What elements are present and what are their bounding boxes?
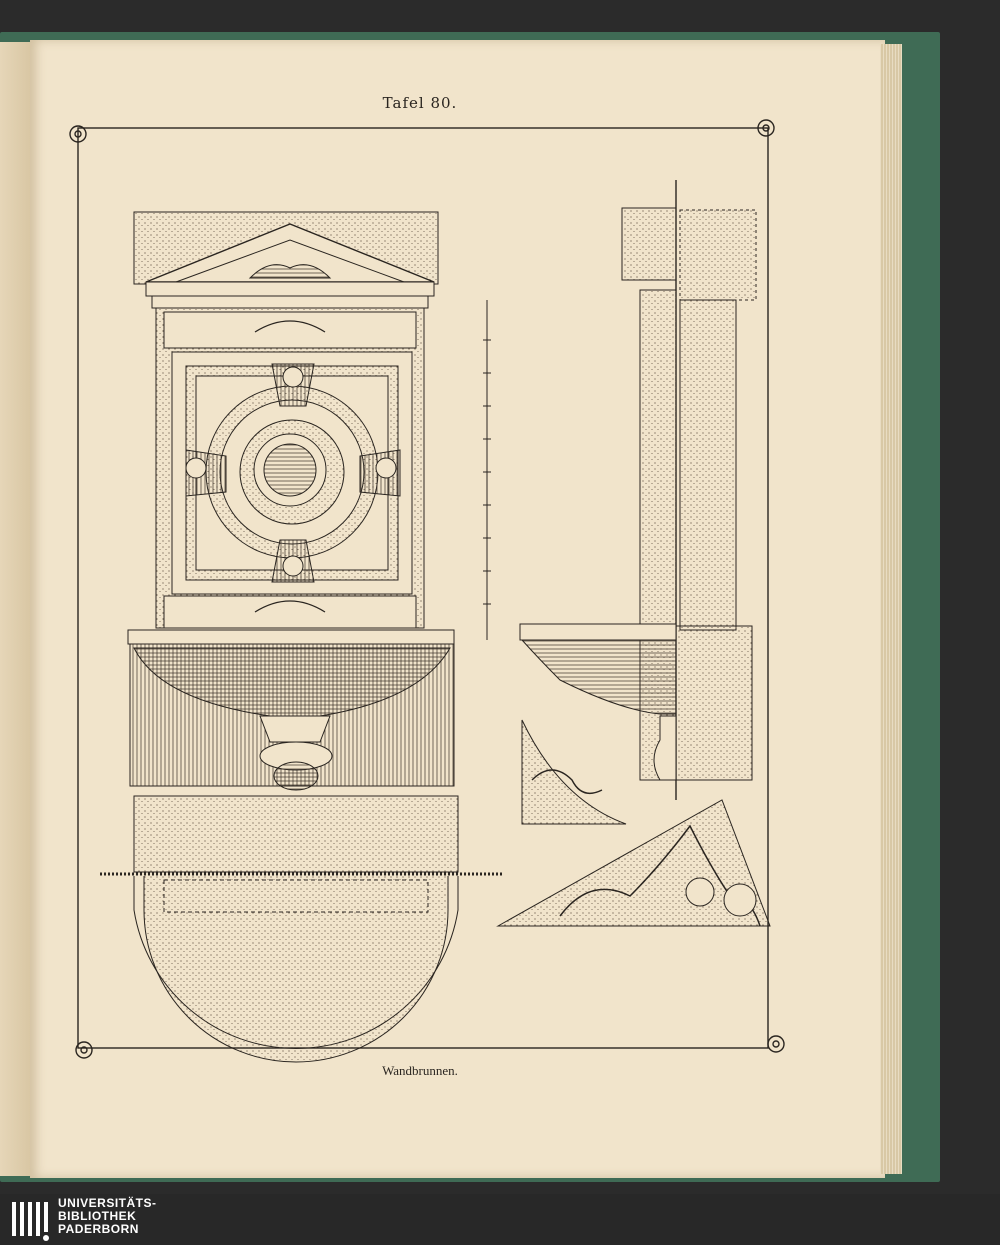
plate-title: Tafel 80.	[382, 94, 458, 112]
plate-caption: Wandbrunnen.	[382, 1063, 458, 1078]
institution-line-2: BIBLIOTHEK	[58, 1209, 137, 1223]
institution-line-1: UNIVERSITÄTS-	[58, 1196, 157, 1210]
side-section	[520, 180, 756, 800]
scale-bar	[483, 300, 491, 640]
university-library-logo-icon	[10, 1198, 50, 1242]
institution-line-3: PADERBORN	[58, 1222, 139, 1236]
institution-name	[58, 1197, 157, 1236]
front-elevation	[128, 212, 454, 790]
spandrel-detail	[522, 720, 626, 824]
plan-view	[100, 796, 502, 1062]
